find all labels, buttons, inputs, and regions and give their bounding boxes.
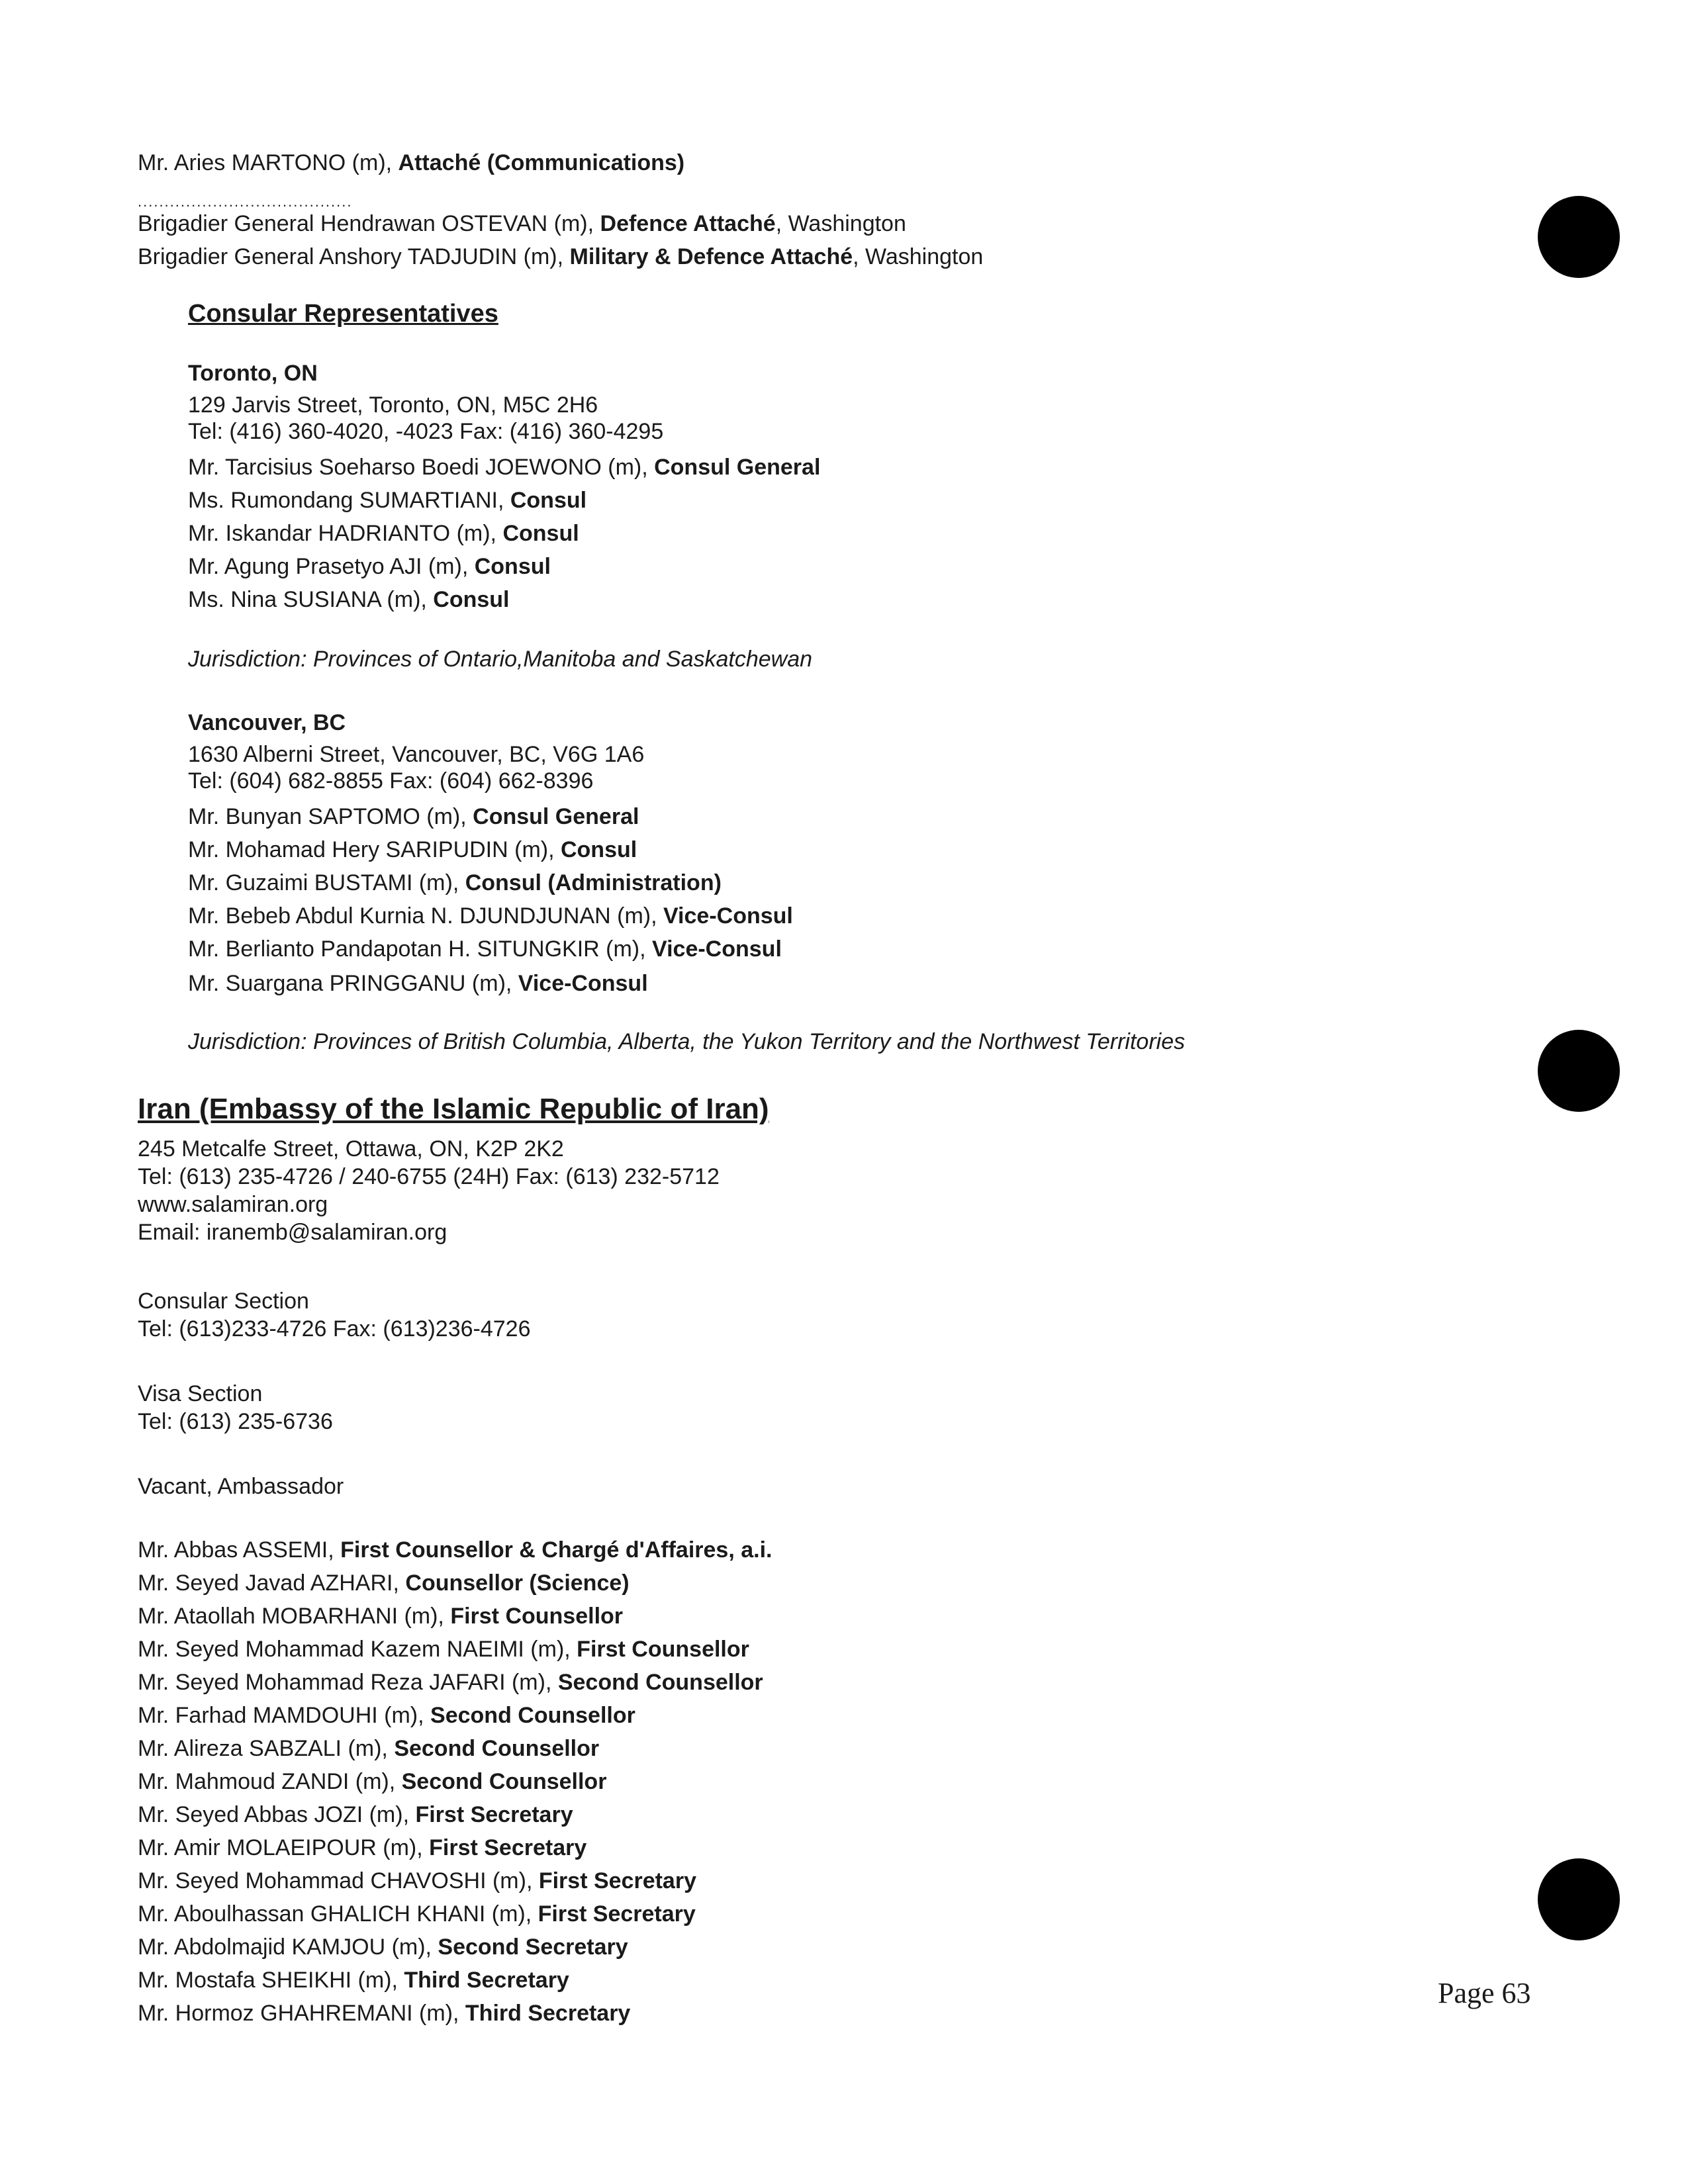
- staff-line: Mr. Guzaimi BUSTAMI (m), Consul (Administration): [188, 870, 722, 895]
- country-heading: Iran (Embassy of the Islamic Republic of Iran): [138, 1093, 769, 1125]
- address: 245 Metcalfe Street, Ottawa, ON, K2P 2K2: [138, 1136, 564, 1161]
- ambassador-line: Vacant, Ambassador: [138, 1474, 344, 1499]
- staff-line: Mr. Mostafa SHEIKHI (m), Third Secretary: [138, 1968, 569, 1993]
- phone-line: Tel: (416) 360-4020, -4023 Fax: (416) 360-4295: [188, 419, 664, 444]
- punch-hole-top: [1538, 196, 1620, 278]
- section-heading: Consular Representatives: [188, 300, 498, 328]
- staff-line: Mr. Mohamad Hery SARIPUDIN (m), Consul: [188, 837, 637, 862]
- staff-line: Mr. Berlianto Pandapotan H. SITUNGKIR (m), Vice-Consul: [188, 936, 782, 962]
- staff-line: Mr. Hormoz GHAHREMANI (m), Third Secretary: [138, 2001, 631, 2026]
- staff-line: Mr. Alireza SABZALI (m), Second Counsellor: [138, 1736, 600, 1761]
- visa-section-label: Visa Section: [138, 1381, 263, 1406]
- staff-line: Mr. Mahmoud ZANDI (m), Second Counsellor: [138, 1769, 607, 1794]
- attache-line: Brigadier General Hendrawan OSTEVAN (m), Defence Attaché, Washington: [138, 211, 906, 236]
- city-heading: Vancouver, BC: [188, 710, 346, 735]
- jurisdiction-note: Jurisdiction: Provinces of British Columbia, Alberta, the Yukon Territory and the Northwest Territories: [188, 1029, 1186, 1054]
- staff-line: Mr. Iskandar HADRIANTO (m), Consul: [188, 521, 579, 546]
- staff-line: Ms. Nina SUSIANA (m), Consul: [188, 587, 510, 612]
- staff-line: Mr. Seyed Abbas JOZI (m), First Secretary: [138, 1802, 573, 1827]
- email-line: Email: iranemb@salamiran.org: [138, 1220, 447, 1245]
- staff-line: Mr. Suargana PRINGGANU (m), Vice-Consul: [188, 971, 648, 996]
- punch-hole-middle: [1538, 1030, 1620, 1112]
- staff-line: Mr. Bunyan SAPTOMO (m), Consul General: [188, 804, 639, 829]
- staff-line: Mr. Abdolmajid KAMJOU (m), Second Secretary: [138, 1934, 628, 1960]
- staff-line: Mr. Seyed Mohammad CHAVOSHI (m), First Secretary: [138, 1868, 696, 1893]
- website: www.salamiran.org: [138, 1192, 328, 1217]
- address: 1630 Alberni Street, Vancouver, BC, V6G 1A6: [188, 742, 645, 767]
- staff-line: Mr. Agung Prasetyo AJI (m), Consul: [188, 554, 551, 579]
- phone-line: Tel: (613) 235-4726 / 240-6755 (24H) Fax: (613) 232-5712: [138, 1164, 720, 1189]
- staff-line: Mr. Tarcisius Soeharso Boedi JOEWONO (m), Consul General: [188, 455, 821, 480]
- jurisdiction-note: Jurisdiction: Provinces of Ontario,Manitoba and Saskatchewan: [188, 647, 813, 672]
- staff-line: Mr. Amir MOLAEIPOUR (m), First Secretary: [138, 1835, 587, 1860]
- staff-line: Mr. Ataollah MOBARHANI (m), First Counsellor: [138, 1604, 624, 1629]
- staff-line: Mr. Aboulhassan GHALICH KHANI (m), First Secretary: [138, 1901, 696, 1927]
- staff-line: Mr. Bebeb Abdul Kurnia N. DJUNDJUNAN (m), Vice-Consul: [188, 903, 793, 929]
- separator-dots: ........................................: [138, 193, 353, 210]
- page-number: Page 63: [1438, 1977, 1531, 2009]
- phone-line: Tel: (613) 235-6736: [138, 1409, 333, 1434]
- staff-line: Mr. Seyed Javad AZHARI, Counsellor (Science): [138, 1570, 630, 1596]
- city-heading: Toronto, ON: [188, 361, 318, 386]
- consular-section-label: Consular Section: [138, 1289, 309, 1314]
- attache-line: Mr. Aries MARTONO (m), Attaché (Communications): [138, 150, 685, 175]
- staff-line: Mr. Seyed Mohammad Kazem NAEIMI (m), First Counsellor: [138, 1637, 749, 1662]
- address: 129 Jarvis Street, Toronto, ON, M5C 2H6: [188, 392, 598, 418]
- staff-line: Mr. Seyed Mohammad Reza JAFARI (m), Second Counsellor: [138, 1670, 763, 1695]
- attache-line: Brigadier General Anshory TADJUDIN (m), Military & Defence Attaché, Washington: [138, 244, 984, 269]
- staff-line: Mr. Abbas ASSEMI, First Counsellor & Chargé d'Affaires, a.i.: [138, 1537, 773, 1563]
- staff-line: Ms. Rumondang SUMARTIANI, Consul: [188, 488, 587, 513]
- staff-line: Mr. Farhad MAMDOUHI (m), Second Counsellor: [138, 1703, 635, 1728]
- punch-hole-bottom: [1538, 1858, 1620, 1940]
- phone-line: Tel: (613)233-4726 Fax: (613)236-4726: [138, 1316, 531, 1342]
- phone-line: Tel: (604) 682-8855 Fax: (604) 662-8396: [188, 768, 594, 794]
